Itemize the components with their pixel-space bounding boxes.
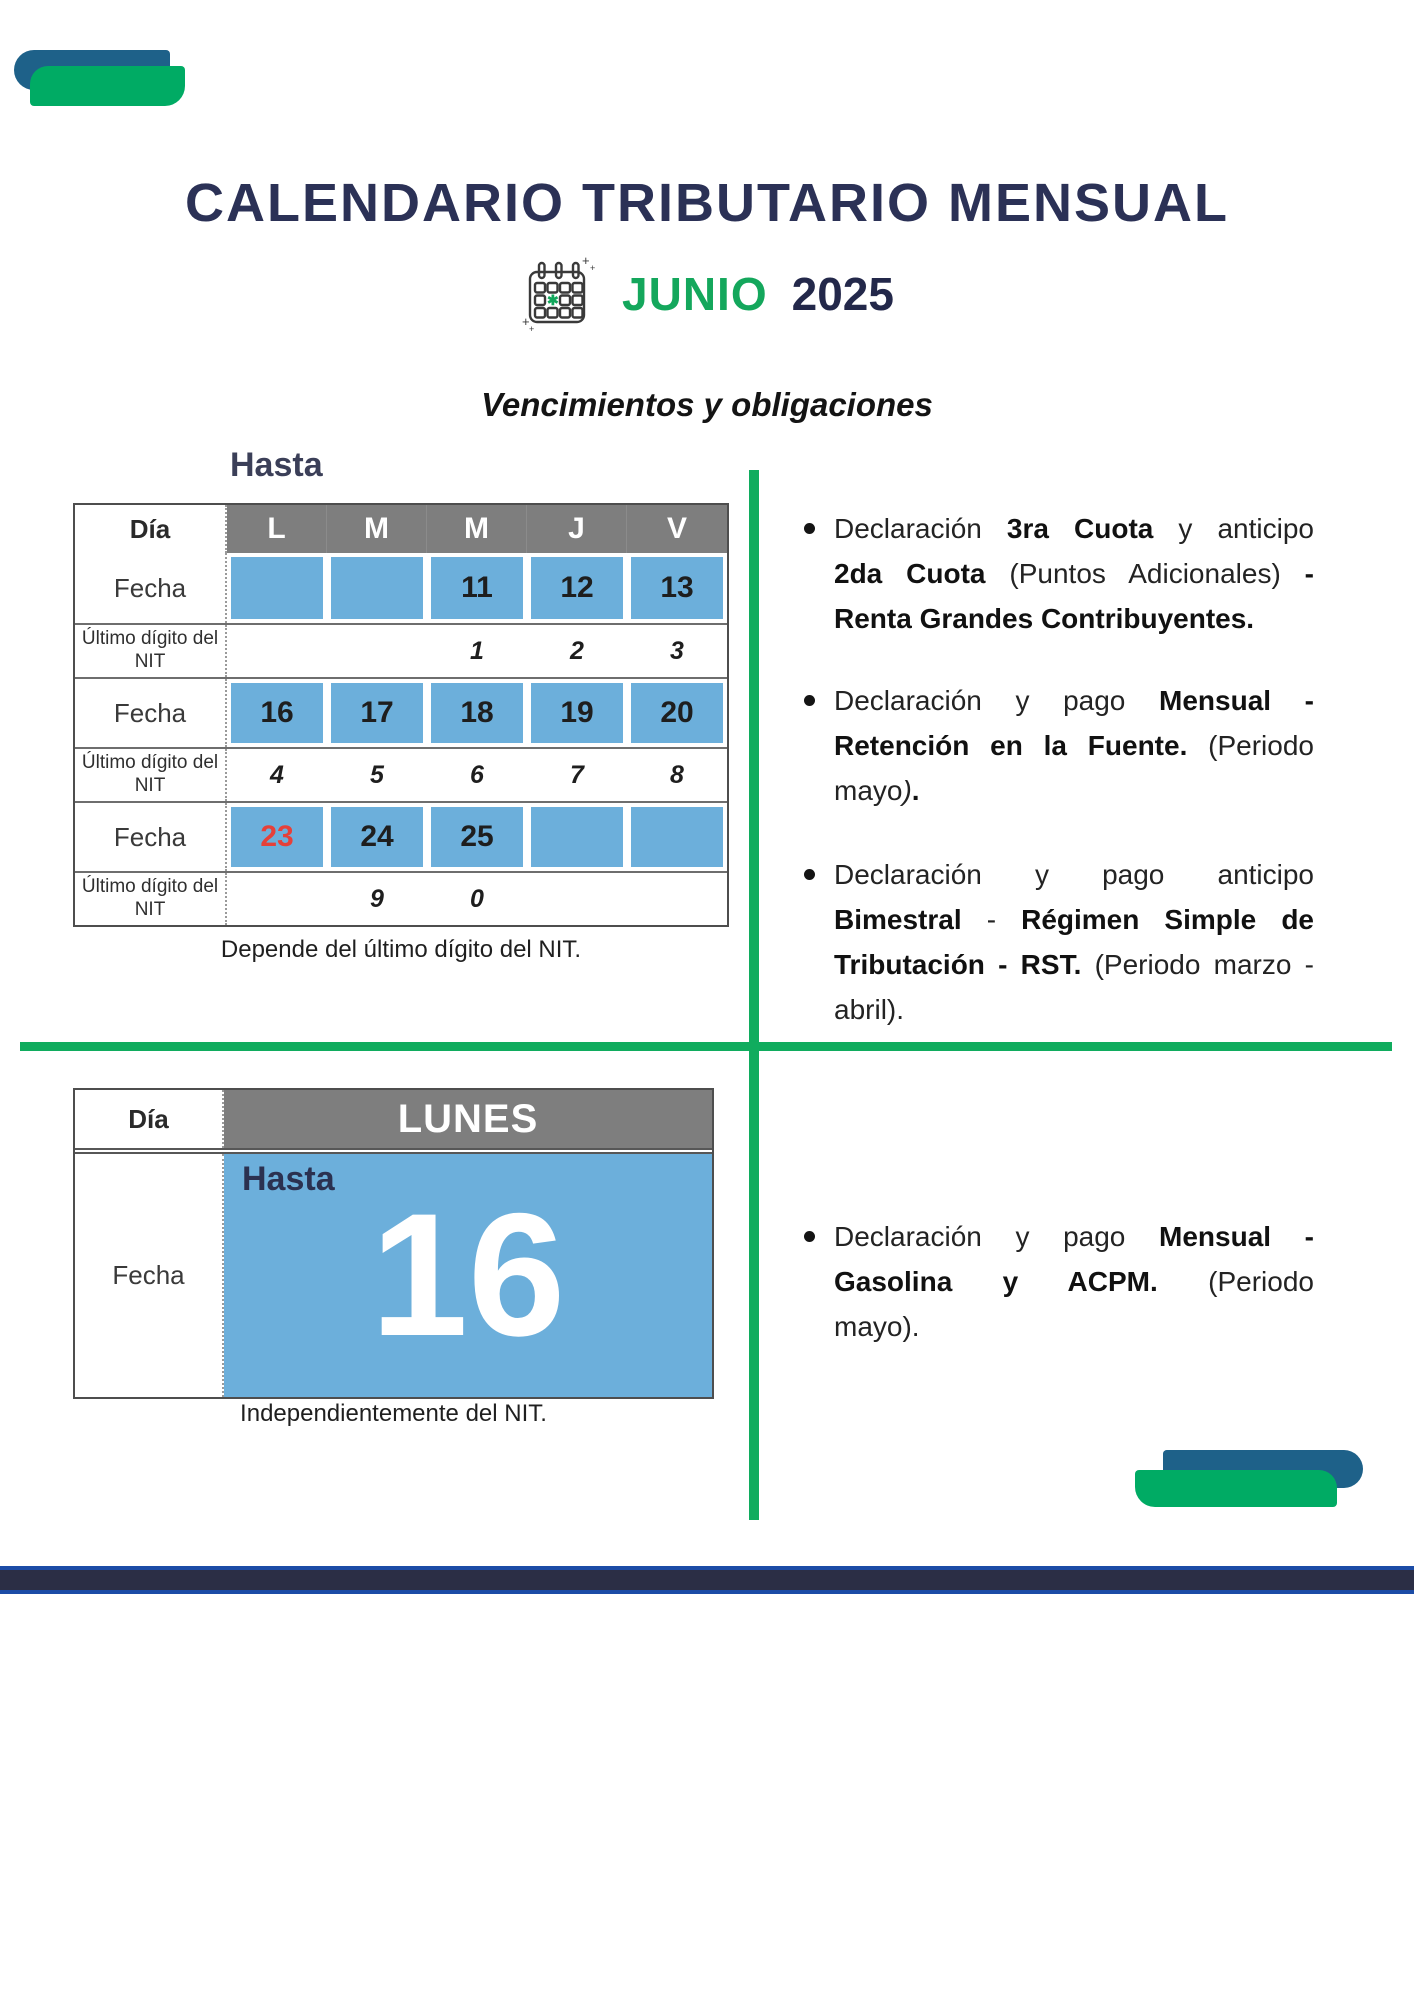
obligation-text-segment: y anticipo <box>1153 513 1314 544</box>
obligation-line <box>834 1259 1314 1304</box>
table1-caption: Depende del último dígito del NIT. <box>220 936 582 963</box>
hasta-heading: Hasta <box>230 446 323 484</box>
nit-cell <box>527 625 627 677</box>
bullet-dot <box>804 1231 815 1242</box>
nit-value: 8 <box>670 760 684 789</box>
table1-header-row <box>75 505 727 553</box>
date-value <box>531 807 623 867</box>
table1-day-label: Día <box>75 505 227 553</box>
nit-value: 2 <box>570 636 584 665</box>
date-value: 20 <box>631 683 723 743</box>
obligation-text-segment: - <box>1304 558 1314 589</box>
date-cell <box>627 803 727 871</box>
table2-day-value: LUNES <box>224 1090 712 1148</box>
obligation-text-segment: Declaración y pago <box>834 1221 1160 1252</box>
obligation-text-segment: 2da Cuota <box>834 558 986 589</box>
nit-value: 9 <box>370 884 384 913</box>
date-value: 19 <box>531 683 623 743</box>
date-value <box>231 557 323 619</box>
date-cell <box>427 679 527 747</box>
corner-shape-green-top-left <box>30 66 185 106</box>
date-value: 13 <box>631 557 723 619</box>
obligation-line <box>834 1214 1314 1259</box>
obligation-line <box>834 768 1314 813</box>
obligation-text-segment: mayo). <box>834 1311 920 1342</box>
month-row <box>0 255 1414 333</box>
date-cell <box>327 803 427 871</box>
fecha-label: Fecha <box>75 679 227 747</box>
single-date-table <box>73 1088 714 1399</box>
date-value: 18 <box>431 683 523 743</box>
obligation-line <box>834 987 1314 1032</box>
obligation-line <box>834 1304 1314 1349</box>
table2-date-value: 16 <box>370 1178 566 1373</box>
bullet-dot <box>804 523 815 534</box>
obligation-text-segment: Declaración y pago <box>834 685 1160 716</box>
date-value: 17 <box>331 683 423 743</box>
obligation-text-segment: (Periodo <box>1157 1266 1314 1297</box>
table2-fecha-label: Fecha <box>75 1154 224 1397</box>
obligation-item <box>798 1214 1314 1349</box>
date-cell <box>527 553 627 623</box>
nit-row <box>75 747 727 801</box>
date-cell <box>227 553 327 623</box>
nit-value: 6 <box>470 760 484 789</box>
obligation-line <box>834 897 1314 942</box>
nit-cell <box>427 873 527 925</box>
page-subtitle: Vencimientos y obligaciones <box>481 386 933 423</box>
nit-cell <box>327 625 427 677</box>
nit-cell <box>627 873 727 925</box>
date-cell <box>227 803 327 871</box>
obligation-text-segment: abril). <box>834 994 905 1025</box>
table2-header-row <box>75 1090 712 1148</box>
obligation-text-segment: Tributación - RST. <box>834 949 1082 980</box>
obligation-text-segment: 3ra Cuota <box>1006 513 1154 544</box>
bottom-bar <box>0 1566 1414 1594</box>
fecha-label: Fecha <box>75 803 227 871</box>
nit-cell <box>627 625 727 677</box>
nit-label: Último dígito del NIT <box>75 749 227 801</box>
year: 2025 <box>791 268 894 320</box>
obligation-text-segment: (Puntos Adicionales) <box>985 558 1305 589</box>
nit-value: 1 <box>470 636 484 665</box>
month-name: JUNIO <box>622 268 768 320</box>
obligation-line <box>834 506 1314 551</box>
obligation-text-segment: Renta Grandes Contribuyentes. <box>834 603 1255 634</box>
weekday-header: M <box>427 505 527 553</box>
obligation-item <box>798 678 1314 813</box>
corner-shape-green-bottom-right <box>1135 1470 1337 1507</box>
date-cell <box>427 553 527 623</box>
obligation-text-segment: mayo <box>834 775 903 806</box>
table2-date-cell <box>224 1154 712 1397</box>
table2-hasta-label: Hasta <box>242 1160 335 1198</box>
bullet-dot <box>804 695 815 706</box>
svg-text:+: + <box>590 263 596 273</box>
nit-value: 0 <box>470 884 484 913</box>
obligation-item <box>798 506 1314 641</box>
obligation-text-segment: Declaración <box>834 513 1007 544</box>
date-value <box>631 807 723 867</box>
nit-value: 7 <box>570 760 584 789</box>
date-value: 12 <box>531 557 623 619</box>
obligation-text-segment: (Periodo <box>1187 730 1314 761</box>
obligation-line <box>834 596 1314 641</box>
date-value <box>331 557 423 619</box>
table2-caption: Independientemente del NIT. <box>240 1400 547 1427</box>
nit-value: 3 <box>670 636 684 665</box>
obligation-text-segment: Mensual - <box>1159 685 1314 716</box>
obligation-text-segment: (Periodo marzo - <box>1081 949 1314 980</box>
obligation-text-segment: Régimen Simple de <box>1021 904 1314 935</box>
date-cell <box>627 679 727 747</box>
nit-cell <box>427 625 527 677</box>
svg-text:+: + <box>582 255 590 268</box>
nit-cell <box>327 873 427 925</box>
calendar-icon <box>520 255 598 333</box>
date-value: 16 <box>231 683 323 743</box>
fecha-label: Fecha <box>75 553 227 623</box>
bullet-dot <box>804 869 815 880</box>
obligation-line <box>834 942 1314 987</box>
obligation-text-segment: . <box>911 775 920 806</box>
obligation-text-segment: Declaración y pago anticipo <box>834 859 1314 890</box>
horizontal-divider <box>20 1042 1392 1051</box>
obligation-text-segment: Gasolina y ACPM. <box>834 1266 1158 1297</box>
date-value: 11 <box>431 557 523 619</box>
date-cell <box>327 553 427 623</box>
obligation-text-segment: ) <box>902 775 912 806</box>
obligation-line <box>834 551 1314 596</box>
table2-body-row <box>75 1148 712 1397</box>
fecha-row <box>75 553 727 623</box>
nit-label: Último dígito del NIT <box>75 625 227 677</box>
fecha-row <box>75 677 727 747</box>
obligation-item <box>798 852 1314 1032</box>
nit-value: 5 <box>370 760 384 789</box>
page-title: CALENDARIO TRIBUTARIO MENSUAL <box>185 173 1229 233</box>
vertical-divider <box>749 470 759 1520</box>
obligation-text-segment: - <box>961 904 1022 935</box>
obligation-text-segment: Mensual - <box>1159 1221 1314 1252</box>
date-cell <box>627 553 727 623</box>
svg-text:+: + <box>529 324 535 333</box>
nit-cell <box>327 749 427 801</box>
obligation-line <box>834 852 1314 897</box>
obligation-text-segment: Retención en la Fuente. <box>834 730 1188 761</box>
nit-cell <box>227 873 327 925</box>
fecha-row <box>75 801 727 871</box>
obligation-line <box>834 723 1314 768</box>
date-cell <box>427 803 527 871</box>
nit-cell <box>227 749 327 801</box>
nit-row <box>75 871 727 925</box>
nit-cell <box>527 749 627 801</box>
weekday-header: M <box>327 505 427 553</box>
weekday-header: L <box>227 505 327 553</box>
date-value: 24 <box>331 807 423 867</box>
nit-cell <box>627 749 727 801</box>
nit-value: 4 <box>270 760 284 789</box>
nit-row <box>75 623 727 677</box>
table2-day-label: Día <box>75 1090 224 1148</box>
date-cell <box>527 803 627 871</box>
date-cell <box>527 679 627 747</box>
svg-text:✱: ✱ <box>547 292 559 308</box>
nit-label: Último dígito del NIT <box>75 873 227 925</box>
date-value: 25 <box>431 807 523 867</box>
date-cell <box>227 679 327 747</box>
obligation-text-segment: Bimestral <box>834 904 962 935</box>
svg-text:+: + <box>522 314 530 329</box>
nit-cell <box>427 749 527 801</box>
obligation-line <box>834 678 1314 723</box>
nit-cell <box>527 873 627 925</box>
weekday-header: J <box>527 505 627 553</box>
nit-cell <box>227 625 327 677</box>
date-cell <box>327 679 427 747</box>
weekday-header: V <box>627 505 727 553</box>
date-value: 23 <box>231 807 323 867</box>
monthly-deadlines-table <box>73 503 729 927</box>
